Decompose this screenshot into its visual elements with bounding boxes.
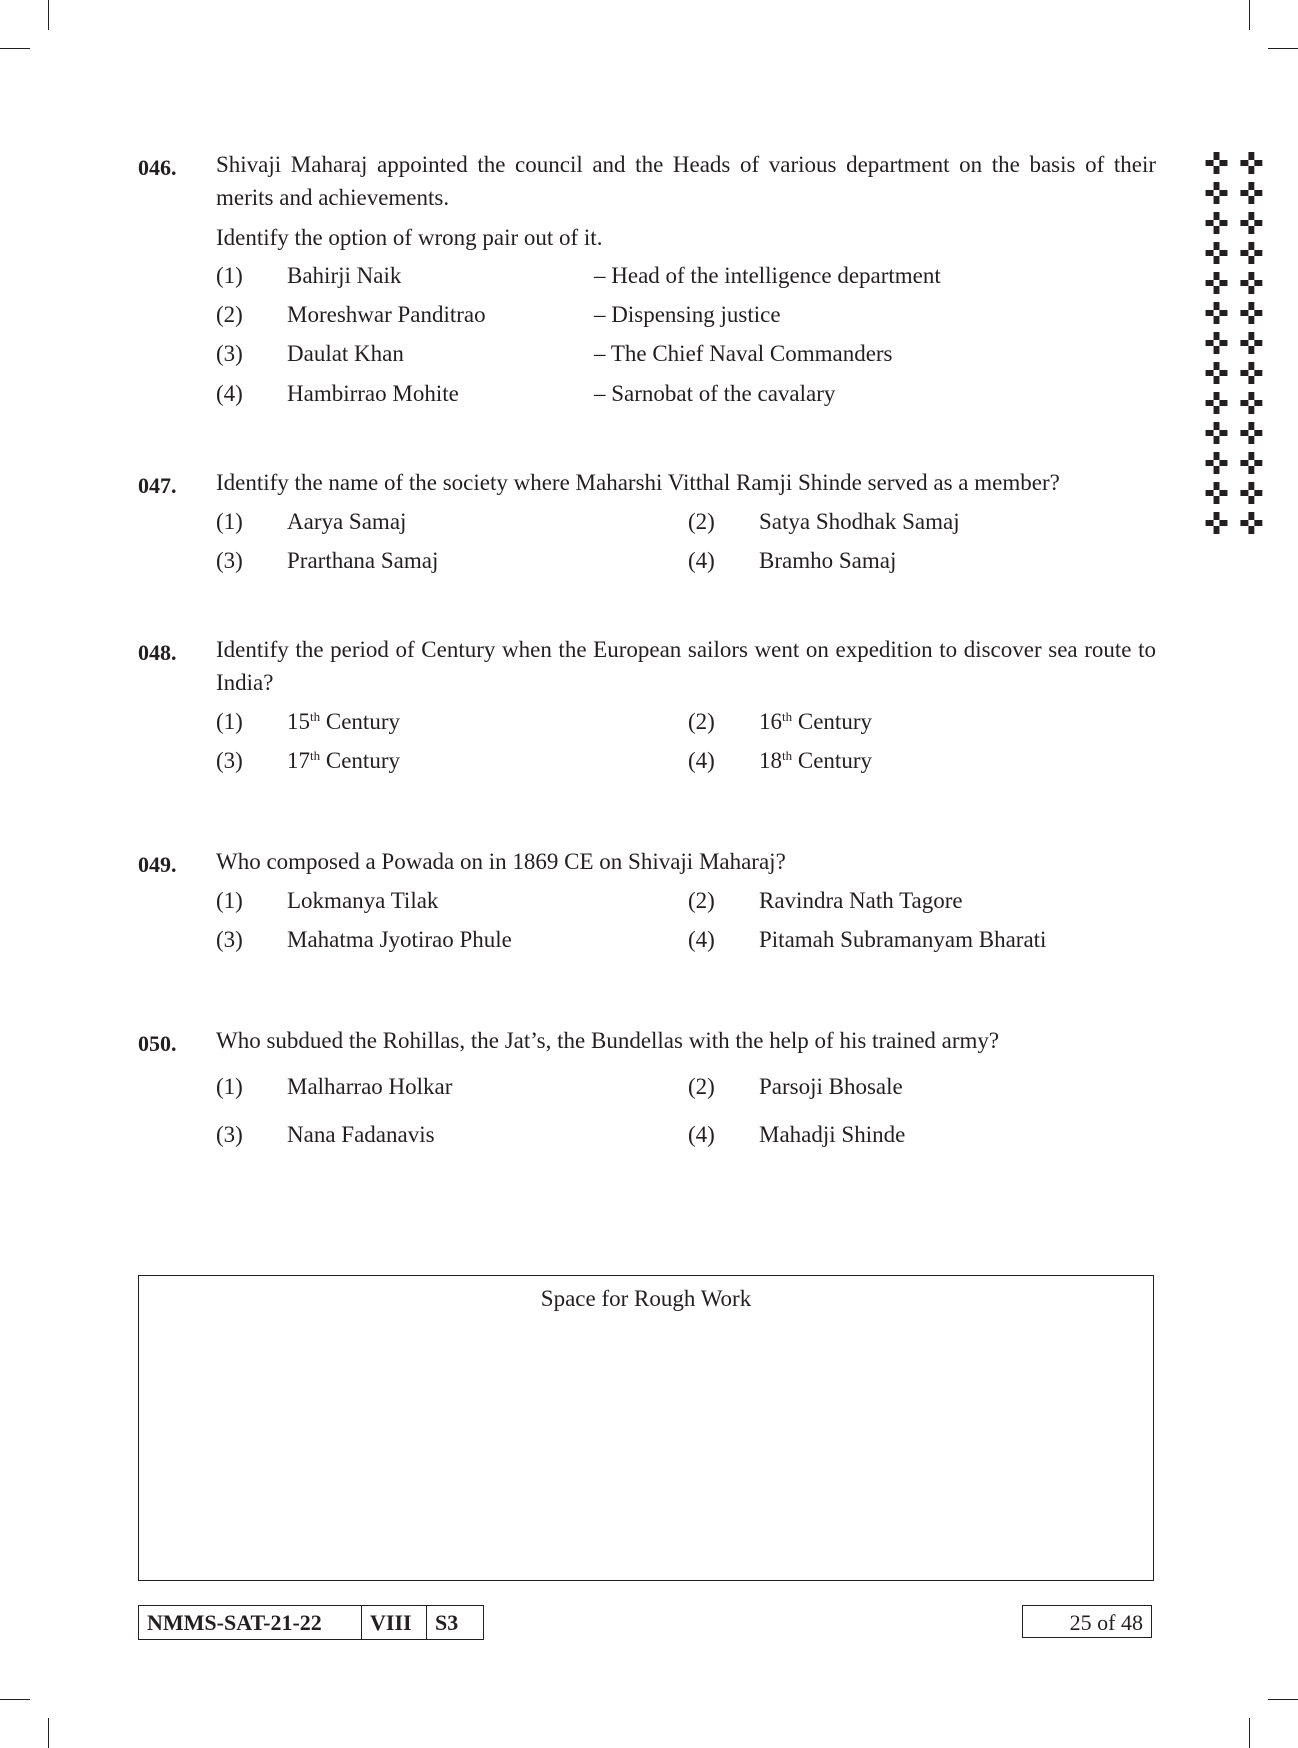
- option-number: (2): [688, 1074, 715, 1099]
- ornament-row: [1204, 417, 1264, 452]
- ornament-row: [1204, 207, 1264, 242]
- option-number: (4): [688, 548, 715, 573]
- pair-description: – Dispensing justice: [594, 302, 781, 327]
- ornament-cross-icon: ✜: [1204, 507, 1230, 542]
- pair-name: Moreshwar Panditrao: [287, 302, 486, 327]
- option-text: Pitamah Subramanyam Bharati: [759, 927, 1047, 952]
- ornament-cross-icon: ✜: [1238, 177, 1264, 212]
- ordinal-suffix: th: [310, 709, 321, 724]
- ornament-cross-icon: ✜: [1238, 207, 1264, 242]
- option-text: [287, 744, 400, 777]
- ornament-cross-icon: ✜: [1204, 387, 1230, 422]
- option-text: Ravindra Nath Tagore: [759, 888, 963, 913]
- ornament-cross-icon: ✜: [1238, 147, 1264, 182]
- ornament-row: [1204, 297, 1264, 332]
- crop-mark: [0, 1699, 30, 1700]
- ornament-cross-icon: ✜: [1204, 297, 1230, 332]
- option-text: [287, 705, 400, 738]
- option-text: Mahatma Jyotirao Phule: [287, 927, 512, 952]
- ornament-row: [1204, 327, 1264, 362]
- ornament-cross-icon: ✜: [1238, 327, 1264, 362]
- option-text: Bramho Samaj: [759, 548, 897, 573]
- crop-mark: [48, 1718, 49, 1748]
- exam-code: NMMS-SAT-21-22: [139, 1606, 362, 1639]
- option-text: Prarthana Samaj: [287, 548, 439, 573]
- century-word: Century: [320, 709, 400, 734]
- side-ornament: [1204, 147, 1264, 542]
- option-text: [759, 744, 872, 777]
- ornament-row: [1204, 507, 1264, 542]
- ordinal-suffix: th: [310, 748, 321, 763]
- ornament-row: [1204, 267, 1264, 302]
- ornament-cross-icon: ✜: [1204, 357, 1230, 392]
- option-number: (4): [216, 381, 243, 406]
- century-word: Century: [320, 748, 400, 773]
- century-number: 15: [287, 709, 310, 734]
- pair-name: Daulat Khan: [287, 341, 404, 366]
- option-number: (1): [216, 888, 243, 913]
- ornament-cross-icon: ✜: [1238, 237, 1264, 272]
- question-text: Identify the name of the society where Maharshi Vitthal Ramji Shinde served as a member?: [216, 470, 1060, 495]
- ornament-cross-icon: ✜: [1238, 477, 1264, 512]
- option-text: Mahadji Shinde: [759, 1122, 906, 1147]
- option-number: (2): [688, 709, 715, 734]
- ordinal-suffix: th: [782, 709, 793, 724]
- ornament-cross-icon: ✜: [1204, 177, 1230, 212]
- exam-set: S3: [435, 1610, 459, 1635]
- page-number: 25 of 48: [1022, 1605, 1152, 1638]
- crop-mark: [1268, 1699, 1298, 1700]
- option-number: (1): [216, 263, 243, 288]
- ornament-row: [1204, 387, 1264, 422]
- ornament-cross-icon: ✜: [1204, 447, 1230, 482]
- ornament-row: [1204, 447, 1264, 482]
- pair-description: – The Chief Naval Commanders: [594, 341, 893, 366]
- question-number: 050.: [138, 1031, 177, 1056]
- question-text: Identify the period of Century when the European sailors went on expedition to discover sea route to India?: [216, 637, 1156, 695]
- ornament-cross-icon: ✜: [1238, 297, 1264, 332]
- option-number: (4): [688, 1122, 715, 1147]
- option-text: Malharrao Holkar: [287, 1074, 453, 1099]
- rough-work-title: Space for Rough Work: [540, 1286, 752, 1311]
- ornament-cross-icon: ✜: [1204, 417, 1230, 452]
- question-number: 046.: [138, 155, 177, 180]
- option-number: (4): [688, 748, 715, 773]
- ornament-cross-icon: ✜: [1204, 207, 1230, 242]
- option-number: (2): [688, 509, 715, 534]
- crop-mark: [1268, 48, 1298, 49]
- ornament-cross-icon: ✜: [1238, 387, 1264, 422]
- ornament-cross-icon: ✜: [1204, 237, 1230, 272]
- pair-name: Hambirrao Mohite: [287, 381, 459, 406]
- ornament-row: [1204, 357, 1264, 392]
- ornament-cross-icon: ✜: [1238, 507, 1264, 542]
- rough-work-box: [138, 1275, 1154, 1581]
- ornament-cross-icon: ✜: [1238, 417, 1264, 452]
- question-number: 049.: [138, 852, 177, 877]
- option-text: [759, 705, 872, 738]
- crop-mark: [1249, 0, 1250, 30]
- ornament-cross-icon: ✜: [1204, 147, 1230, 182]
- pair-description: – Head of the intelligence department: [594, 263, 941, 288]
- ordinal-suffix: th: [782, 748, 793, 763]
- question-number: 048.: [138, 640, 177, 665]
- pair-description: – Sarnobat of the cavalary: [594, 381, 836, 406]
- ornament-cross-icon: ✜: [1204, 477, 1230, 512]
- option-text: Parsoji Bhosale: [759, 1074, 903, 1099]
- option-number: (3): [216, 748, 243, 773]
- ornament-row: [1204, 237, 1264, 272]
- ornament-cross-icon: ✜: [1238, 357, 1264, 392]
- century-number: 16: [759, 709, 782, 734]
- pair-name: Bahirji Naik: [287, 263, 402, 288]
- option-number: (4): [688, 927, 715, 952]
- crop-mark: [1249, 1718, 1250, 1748]
- ornament-row: [1204, 177, 1264, 212]
- crop-mark: [0, 48, 30, 49]
- question-number: 047.: [138, 473, 177, 498]
- ornament-row: [1204, 147, 1264, 182]
- crop-mark: [48, 0, 49, 30]
- option-number: (1): [216, 709, 243, 734]
- ornament-cross-icon: ✜: [1238, 267, 1264, 302]
- question-text: Who composed a Powada on in 1869 CE on Shivaji Maharaj?: [216, 849, 786, 874]
- option-number: (2): [216, 302, 243, 327]
- option-number: (1): [216, 1074, 243, 1099]
- question-text: Shivaji Maharaj appointed the council and the Heads of various department on the basis of their merits and achievements.: [216, 152, 1156, 210]
- option-number: (3): [216, 1122, 243, 1147]
- option-text: Nana Fadanavis: [287, 1122, 435, 1147]
- option-number: (1): [216, 509, 243, 534]
- century-number: 18: [759, 748, 782, 773]
- exam-code-box: [138, 1605, 484, 1640]
- ornament-row: [1204, 477, 1264, 512]
- exam-standard: VIII: [362, 1606, 427, 1639]
- option-number: (3): [216, 341, 243, 366]
- question-instruction: Identify the option of wrong pair out of it.: [216, 225, 603, 250]
- ornament-cross-icon: ✜: [1204, 327, 1230, 362]
- option-number: (3): [216, 548, 243, 573]
- option-number: (2): [688, 888, 715, 913]
- question-text: Who subdued the Rohillas, the Jat’s, the Bundellas with the help of his trained army?: [216, 1028, 1000, 1053]
- century-word: Century: [792, 709, 872, 734]
- option-number: (3): [216, 927, 243, 952]
- option-text: Satya Shodhak Samaj: [759, 509, 960, 534]
- century-number: 17: [287, 748, 310, 773]
- ornament-cross-icon: ✜: [1238, 447, 1264, 482]
- option-text: Lokmanya Tilak: [287, 888, 439, 913]
- option-text: Aarya Samaj: [287, 509, 407, 534]
- century-word: Century: [792, 748, 872, 773]
- ornament-cross-icon: ✜: [1204, 267, 1230, 302]
